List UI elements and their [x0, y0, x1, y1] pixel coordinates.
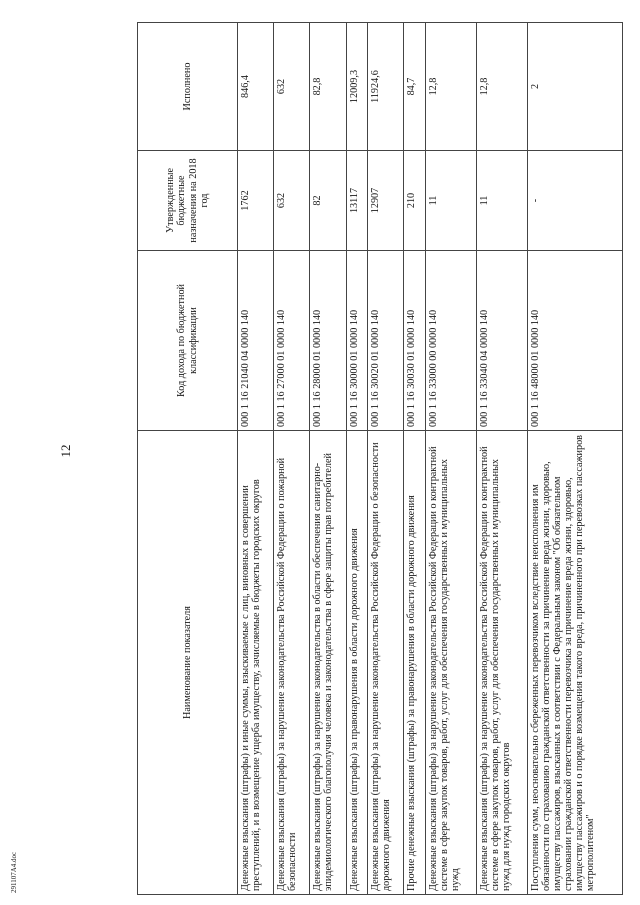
row-executed: 2	[527, 23, 622, 151]
table-header-row	[138, 23, 238, 895]
table-row	[346, 23, 367, 895]
header-approved: Утвержденные бюджетные назначения на 2018 год	[138, 151, 238, 251]
row-name: Денежные взыскания (штрафы) за правонарушения в области дорожного движения	[346, 431, 367, 895]
row-name: Денежные взыскания (штрафы) и иные суммы, взыскиваемые с лиц, виновных в совершении преступлений, и в возмещение ущерба имуществу, зачисляемые в бюджеты городских округов	[238, 431, 274, 895]
row-code: 000 1 16 30030 01 0000 140	[404, 251, 425, 431]
row-approved: 632	[274, 151, 310, 251]
table-row	[527, 23, 622, 895]
row-code: 000 1 16 21040 04 0000 140	[238, 251, 274, 431]
table-row	[310, 23, 346, 895]
table-row	[274, 23, 310, 895]
row-name: Денежные взыскания (штрафы) за нарушение законодательства Российской Федерации о контрактной системе в сфере закупок товаров, работ, услуг для обеспечения государственных и муниципальных нужд для нужд городских округов	[476, 431, 527, 895]
row-approved: 1762	[238, 151, 274, 251]
row-name: Денежные взыскания (штрафы) за нарушение законодательства Российской Федерации о контрактной системе в сфере закупок товаров, работ, услуг для обеспечения государственных и муниципальных нужд	[425, 431, 476, 895]
row-approved: 12907	[368, 151, 404, 251]
header-code: Код дохода по бюджетной классификации	[138, 251, 238, 431]
table-row	[425, 23, 476, 895]
row-code: 000 1 16 33000 00 0000 140	[425, 251, 476, 431]
row-name: Поступления сумм, неосновательно сбереженных перевозчиком вследствие неисполнения им обязанности по страхованию гражданской ответственности за причинение вреда жизни, здоровью, имуществу пассажиров, взысканных в соответствии с Федеральным законом "Об обязательном страховании гражданской ответственности перевозчика за причинение вреда жизни, здоровью, имуществу пассажиров и о порядке возмещения такого вреда, причиненного при перевозках пассажиров метрополитеном"	[527, 431, 622, 895]
row-executed: 632	[274, 23, 310, 151]
page-number: 12	[58, 444, 73, 458]
row-approved: 210	[404, 151, 425, 251]
row-code: 000 1 16 33040 04 0000 140	[476, 251, 527, 431]
header-name: Наименование показателя	[138, 431, 238, 895]
row-executed: 84,7	[404, 23, 425, 151]
row-approved: 13117	[346, 151, 367, 251]
row-code: 000 1 16 30020 01 0000 140	[368, 251, 404, 431]
table-row	[368, 23, 404, 895]
row-approved: 11	[425, 151, 476, 251]
row-executed: 11924,6	[368, 23, 404, 151]
row-executed: 12,8	[476, 23, 527, 151]
row-name: Прочие денежные взыскания (штрафы) за правонарушения в области дорожного движения	[404, 431, 425, 895]
table-row	[476, 23, 527, 895]
row-code: 000 1 16 27000 01 0000 140	[274, 251, 310, 431]
row-name: Денежные взыскания (штрафы) за нарушение законодательства в области обеспечения санитарно-эпидемиологического благополучия человека и законодательства в сфере защиты прав потребителей	[310, 431, 346, 895]
row-code: 000 1 16 28000 01 0000 140	[310, 251, 346, 431]
header-executed: Исполнено	[138, 23, 238, 151]
table-row	[238, 23, 274, 895]
row-name: Денежные взыскания (штрафы) за нарушение законодательства Российской Федерации о пожарной безопасности	[274, 431, 310, 895]
row-approved: 11	[476, 151, 527, 251]
row-executed: 82,8	[310, 23, 346, 151]
row-code: 000 1 16 30000 01 0000 140	[346, 251, 367, 431]
row-approved: -	[527, 151, 622, 251]
row-executed: 12,8	[425, 23, 476, 151]
file-footer: 291107A4.doc	[10, 851, 18, 893]
row-executed: 846,4	[238, 23, 274, 151]
revenue-table	[137, 22, 623, 895]
revenue-table-rotated	[137, 23, 623, 895]
table-row	[404, 23, 425, 895]
row-executed: 12009,3	[346, 23, 367, 151]
row-name: Денежные взыскания (штрафы) за нарушение законодательства Российской Федерации о безопасности дорожного движения	[368, 431, 404, 895]
row-code: 000 1 16 48000 01 0000 140	[527, 251, 622, 431]
row-approved: 82	[310, 151, 346, 251]
